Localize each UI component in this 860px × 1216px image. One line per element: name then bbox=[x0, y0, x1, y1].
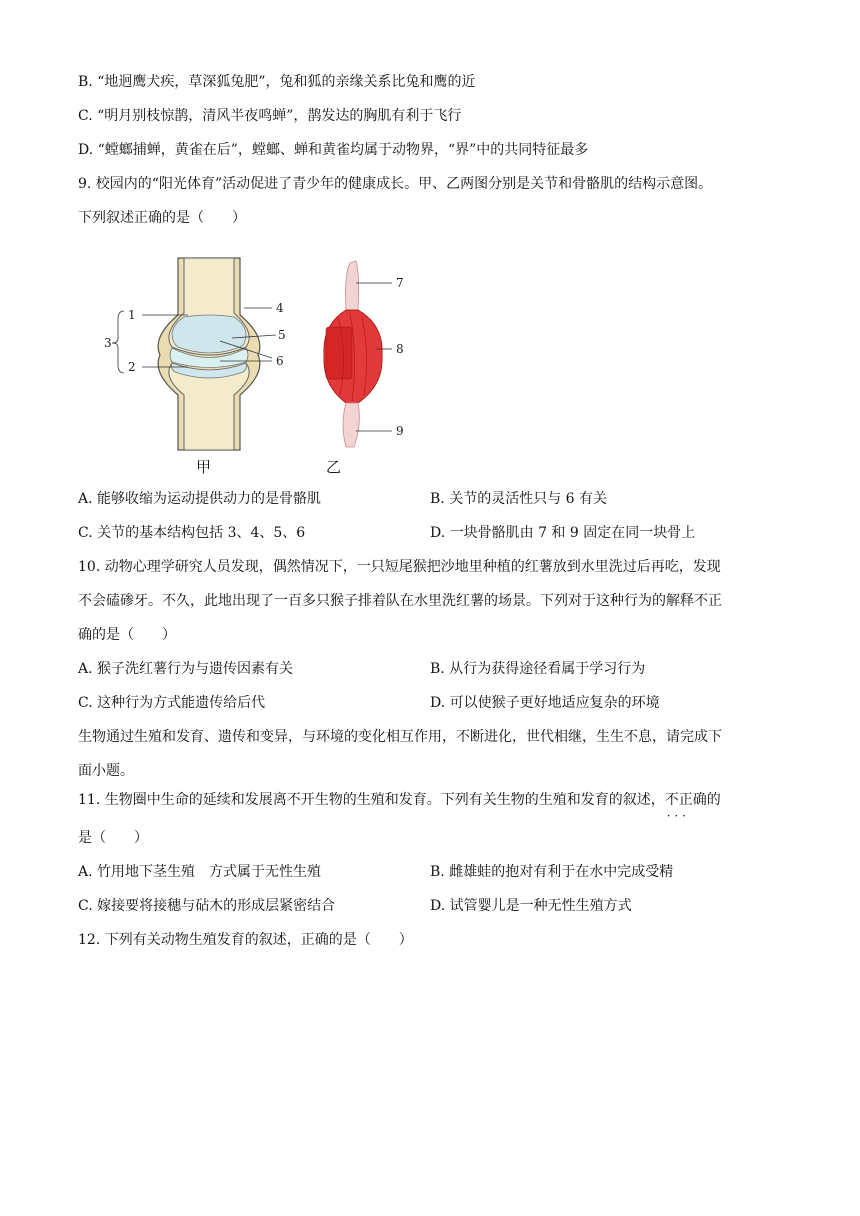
q8-option-c: C. “明月别枝惊鹊，清风半夜鸣蝉”，鹊发达的胸肌有利于飞行 bbox=[78, 108, 462, 124]
q11-stem-end: 的 bbox=[706, 792, 721, 808]
label-8: 8 bbox=[396, 342, 404, 356]
label-5: 5 bbox=[278, 328, 286, 342]
label-7: 7 bbox=[396, 276, 404, 290]
joint-diagram bbox=[104, 258, 286, 450]
figure-caption-yi: 乙 bbox=[326, 458, 342, 476]
q8-option-d: D. “螳螂捕蝉，黄雀在后”，螳螂、蝉和黄雀均属于动物界，“界”中的共同特征最多 bbox=[78, 142, 589, 158]
label-9: 9 bbox=[396, 424, 404, 438]
q9-option-b: B. 关节的灵活性只与 6 有关 bbox=[430, 491, 607, 507]
q12-stem: 12. 下列有关动物生殖发育的叙述，正确的是（ ） bbox=[78, 932, 413, 948]
label-4: 4 bbox=[276, 301, 284, 315]
q11-stem-line-2: 是（ ） bbox=[78, 830, 148, 846]
q10-option-a: A. 猴子洗红薯行为与遗传因素有关 bbox=[78, 661, 294, 677]
q9-option-c: C. 关节的基本结构包括 3、4、5、6 bbox=[78, 525, 306, 541]
intro-line-1: 生物通过生殖和发育、遗传和变异，与环境的变化相互作用，不断进化，世代相继，生生不息，请完成下 bbox=[78, 729, 722, 745]
q11-option-c: C. 嫁接要将接穗与砧木的形成层紧密结合 bbox=[78, 898, 336, 914]
q11-option-b: B. 雌雄蛙的抱对有利于在水中完成受精 bbox=[430, 864, 674, 880]
q10-stem-line-2: 不会磕碜牙。不久，此地出现了一百多只猴子排着队在水里洗红薯的场景。下列对于这种行为的解释不正 bbox=[78, 593, 722, 609]
joint-muscle-figure bbox=[100, 255, 420, 480]
q9-option-d: D. 一块骨骼肌由 7 和 9 固定在同一块骨上 bbox=[430, 525, 696, 541]
q8-option-b: B. “地迥鹰犬疾，草深狐兔肥”，兔和狐的亲缘关系比兔和鹰的近 bbox=[78, 74, 476, 90]
q10-stem-line-1: 10. 动物心理学研究人员发现，偶然情况下，一只短尾猴把沙地里种植的红薯放到水里洗过后再吃，发现 bbox=[78, 559, 721, 575]
q11-option-d: D. 试管婴儿是一种无性生殖方式 bbox=[430, 898, 632, 914]
q9-stem-line-1: 9. 校园内的“阳光体育”活动促进了青少年的健康成长。甲、乙两图分别是关节和骨骼肌的结构示意图。 bbox=[78, 176, 713, 192]
label-1: 1 bbox=[128, 308, 136, 322]
label-3: 3 bbox=[104, 336, 112, 350]
muscle-diagram bbox=[324, 261, 404, 447]
q10-option-d: D. 可以使猴子更好地适应复杂的环境 bbox=[430, 695, 660, 711]
q11-option-a: A. 竹用地下茎生殖 方式属于无性生殖 bbox=[78, 864, 322, 880]
q10-stem-line-3: 确的是（ ） bbox=[78, 627, 176, 643]
q11-stem-text: 11. 生物圈中生命的延续和发展离不开生物的生殖和发育。下列有关生物的生殖和发育的叙述， bbox=[78, 792, 665, 808]
label-2: 2 bbox=[128, 360, 136, 374]
q11-emphasis: 不正确 · · · bbox=[665, 790, 707, 810]
figure-caption-jia: 甲 bbox=[196, 458, 212, 476]
q9-stem-line-2: 下列叙述正确的是（ ） bbox=[78, 210, 246, 226]
label-6: 6 bbox=[276, 354, 284, 368]
intro-line-2: 面小题。 bbox=[78, 763, 134, 779]
q11-stem-line-1 bbox=[78, 790, 721, 810]
q10-option-b: B. 从行为获得途径看属于学习行为 bbox=[430, 661, 646, 677]
q9-option-a: A. 能够收缩为运动提供动力的是骨骼肌 bbox=[78, 491, 322, 507]
q10-option-c: C. 这种行为方式能遗传给后代 bbox=[78, 695, 266, 711]
